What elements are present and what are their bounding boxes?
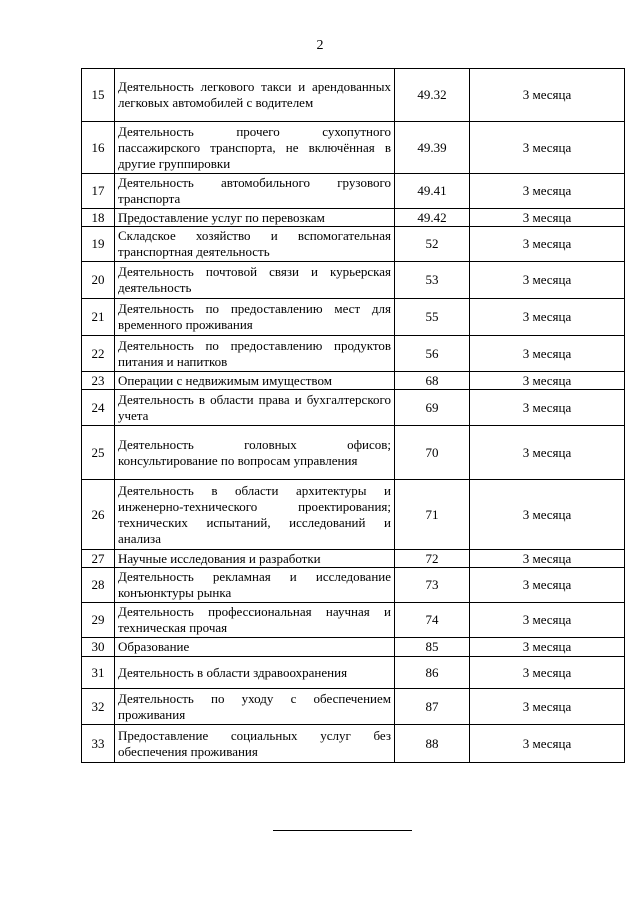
activity-description: Деятельность почтовой связи и курьерская деятельность (115, 262, 395, 299)
activity-description: Складское хозяйство и вспомогательная транспортная деятельность (115, 227, 395, 262)
row-number: 20 (82, 262, 115, 299)
activity-description: Деятельность прочего сухопутного пассажирского транспорта, не включённая в другие группировки (115, 122, 395, 174)
term-value: 3 месяца (470, 209, 625, 227)
okved-code: 85 (395, 638, 470, 657)
activity-description: Деятельность профессиональная научная и техническая прочая (115, 603, 395, 638)
okved-code: 68 (395, 372, 470, 390)
row-number: 29 (82, 603, 115, 638)
table-row (82, 122, 625, 174)
term-value: 3 месяца (470, 122, 625, 174)
okved-code: 72 (395, 550, 470, 568)
term-value: 3 месяца (470, 568, 625, 603)
table-row (82, 209, 625, 227)
activity-description: Деятельность легкового такси и арендованных легковых автомобилей с водителем (115, 69, 395, 122)
table-row (82, 390, 625, 426)
term-value: 3 месяца (470, 390, 625, 426)
row-number: 28 (82, 568, 115, 603)
row-number: 33 (82, 725, 115, 763)
table-row (82, 426, 625, 480)
activity-description: Образование (115, 638, 395, 657)
row-number: 25 (82, 426, 115, 480)
activity-description: Деятельность по предоставлению мест для временного проживания (115, 299, 395, 336)
term-value: 3 месяца (470, 689, 625, 725)
row-number: 17 (82, 174, 115, 209)
activity-description: Деятельность по уходу с обеспечением проживания (115, 689, 395, 725)
okved-code: 70 (395, 426, 470, 480)
table-row (82, 69, 625, 122)
term-value: 3 месяца (470, 657, 625, 689)
activity-description: Предоставление социальных услуг без обеспечения проживания (115, 725, 395, 763)
term-value: 3 месяца (470, 725, 625, 763)
table-row (82, 550, 625, 568)
okved-code: 52 (395, 227, 470, 262)
row-number: 18 (82, 209, 115, 227)
row-number: 30 (82, 638, 115, 657)
table-row (82, 689, 625, 725)
term-value: 3 месяца (470, 262, 625, 299)
row-number: 16 (82, 122, 115, 174)
row-number: 27 (82, 550, 115, 568)
table-row (82, 603, 625, 638)
table-row (82, 336, 625, 372)
okved-code: 49.42 (395, 209, 470, 227)
activity-description: Деятельность головных офисов; консультирование по вопросам управления (115, 426, 395, 480)
term-value: 3 месяца (470, 603, 625, 638)
row-number: 21 (82, 299, 115, 336)
table-row (82, 227, 625, 262)
table-row (82, 638, 625, 657)
table-row (82, 174, 625, 209)
table-row (82, 372, 625, 390)
term-value: 3 месяца (470, 638, 625, 657)
table-row (82, 299, 625, 336)
okved-code: 69 (395, 390, 470, 426)
term-value: 3 месяца (470, 69, 625, 122)
okved-code: 56 (395, 336, 470, 372)
okved-code: 49.41 (395, 174, 470, 209)
row-number: 24 (82, 390, 115, 426)
okved-code: 88 (395, 725, 470, 763)
table-row (82, 725, 625, 763)
activity-description: Деятельность автомобильного грузового транспорта (115, 174, 395, 209)
okved-code: 87 (395, 689, 470, 725)
okved-code: 53 (395, 262, 470, 299)
row-number: 31 (82, 657, 115, 689)
row-number: 19 (82, 227, 115, 262)
row-number: 26 (82, 480, 115, 550)
row-number: 15 (82, 69, 115, 122)
table-row (82, 568, 625, 603)
term-value: 3 месяца (470, 174, 625, 209)
okved-code: 73 (395, 568, 470, 603)
table-row (82, 480, 625, 550)
activity-description: Деятельность в области здравоохранения (115, 657, 395, 689)
okved-code: 49.32 (395, 69, 470, 122)
activity-description: Деятельность в области архитектуры и инженерно-технического проектирования; технических испытаний, исследований и анализа (115, 480, 395, 550)
activities-table-body (82, 69, 625, 763)
term-value: 3 месяца (470, 336, 625, 372)
okved-code: 86 (395, 657, 470, 689)
term-value: 3 месяца (470, 426, 625, 480)
activity-description: Научные исследования и разработки (115, 550, 395, 568)
okved-code: 74 (395, 603, 470, 638)
okved-code: 49.39 (395, 122, 470, 174)
row-number: 23 (82, 372, 115, 390)
row-number: 32 (82, 689, 115, 725)
row-number: 22 (82, 336, 115, 372)
term-value: 3 месяца (470, 227, 625, 262)
activity-description: Деятельность в области права и бухгалтерского учета (115, 390, 395, 426)
okved-code: 71 (395, 480, 470, 550)
table-row (82, 657, 625, 689)
term-value: 3 месяца (470, 372, 625, 390)
table-row (82, 262, 625, 299)
activity-description: Деятельность по предоставлению продуктов питания и напитков (115, 336, 395, 372)
activity-description: Операции с недвижимым имуществом (115, 372, 395, 390)
term-value: 3 месяца (470, 480, 625, 550)
activity-description: Предоставление услуг по перевозкам (115, 209, 395, 227)
page-number: 2 (316, 38, 324, 53)
bottom-separator-line (273, 830, 412, 831)
term-value: 3 месяца (470, 550, 625, 568)
activity-description: Деятельность рекламная и исследование конъюнктуры рынка (115, 568, 395, 603)
activities-table (81, 68, 625, 763)
term-value: 3 месяца (470, 299, 625, 336)
okved-code: 55 (395, 299, 470, 336)
